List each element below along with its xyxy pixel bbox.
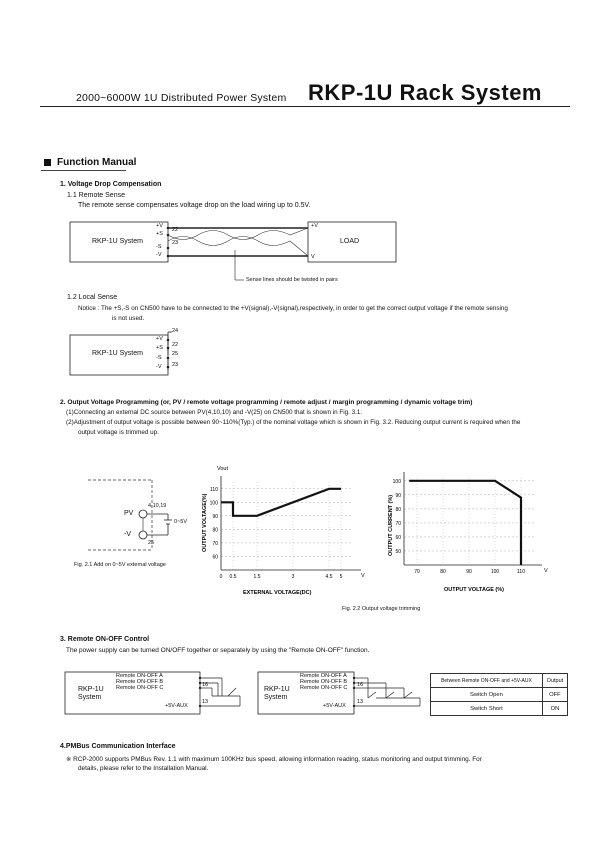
s2-line3: output voltage is trimmed up.: [78, 429, 159, 436]
c1-vout-label: Vout: [217, 466, 229, 472]
pin-v-minus: -V: [156, 252, 162, 258]
remote-sense-diagram: [70, 222, 396, 280]
c1-x-tick-label: 3: [291, 574, 295, 580]
onoff-a-label-b: Remote ON-OFF B: [116, 679, 164, 685]
onoff-a-sys-2: System: [78, 694, 102, 701]
chart-output-voltage: [195, 460, 370, 600]
c2-ylabel: OUTPUT CURRENT (%): [388, 494, 394, 556]
table-cell: Switch Short: [431, 702, 543, 716]
c1-ticks: [210, 487, 343, 580]
chart-output-current: [382, 460, 557, 600]
s2-line2: (2)Adjustment of output voltage is possible between 90~110%(Typ.) of the nominal voltage which is shown in Fig. 3.2. Reducing output current is required when the: [66, 419, 521, 426]
lpin-24: 24: [172, 328, 179, 334]
load-v-plus: +V: [311, 223, 318, 229]
c2-y-tick-label: 90: [395, 492, 401, 499]
c1-xlabel: EXTERNAL VOLTAGE(DC): [243, 590, 312, 596]
lpin-v-minus: -V: [156, 364, 162, 370]
table-row: [431, 674, 568, 688]
table-header-cell: Output: [542, 674, 567, 688]
fig21-mv-pin: 25: [148, 540, 155, 546]
table-cell: ON: [542, 702, 567, 716]
c1-x-tick-label: 1.5: [253, 574, 261, 580]
table-cell: Switch Open: [431, 688, 543, 702]
c2-x-tick-label: 70: [414, 569, 420, 575]
sense-note: Sense lines should be twisted in pairs: [246, 277, 338, 283]
c1-y-tick-label: 110: [210, 486, 218, 493]
fig21-pv-pins: 4,10,19: [148, 503, 167, 509]
onoff-a-aux: +5V-AUX: [165, 703, 188, 709]
c1-axes: [221, 476, 361, 570]
lpin-23: 23: [172, 362, 179, 368]
onoff-a-pin-16: 16: [202, 682, 209, 688]
c2-x-tick-label: 100: [490, 569, 500, 575]
c1-y-tick-label: 100: [209, 500, 218, 507]
c1-x-tick-label: 0: [219, 574, 223, 580]
table-cell: OFF: [542, 688, 567, 702]
onoff-a-label-c: Remote ON-OFF C: [116, 685, 164, 691]
lpin-v-plus: +V: [156, 336, 163, 342]
s2-title: 2. Output Voltage Programming (or, PV / remote voltage programming / remote adjust / margin programming / dynamic voltage trim): [60, 399, 473, 406]
pin-s-plus: +S: [156, 231, 163, 237]
table-header-cell: Between Remote ON-OFF and +5V-AUX: [431, 674, 543, 688]
fig21-caption: Fig. 2.1 Add on 0~5V external voltage: [74, 562, 166, 568]
onoff-b-sys-2: System: [264, 694, 288, 701]
table-row: [431, 702, 568, 716]
onoff-a-sys-1: RKP-1U: [78, 686, 104, 693]
c1-x-arrow: V: [361, 573, 365, 579]
lpin-s-minus: -S: [156, 355, 162, 361]
s4-line1: ※ RCP-2000 supports PMBus Rev. 1.1 with maximum 100KHz bus speed, allowing information reading, status monitoring and output trimming. For: [66, 756, 482, 763]
s1-remote-title: 1.1 Remote Sense: [67, 192, 125, 199]
onoff-b-pin-16: 16: [357, 682, 364, 688]
c2-y-tick-label: 70: [395, 520, 401, 527]
local-fig-system: RKP-1U System: [92, 350, 143, 357]
s4-line2: details, please refer to the Installation Manual.: [78, 765, 209, 772]
c2-x-tick-label: 110: [517, 569, 525, 575]
c1-y-tick-label: 70: [212, 540, 218, 547]
c1-x-tick-label: 0.5: [229, 574, 237, 580]
header-subtitle: 2000~6000W 1U Distributed Power System: [76, 92, 287, 104]
fig21-src: 0~5V: [174, 519, 187, 525]
remote-fig-system: RKP-1U System: [92, 238, 143, 245]
s1-local-title: 1.2 Local Sense: [67, 294, 118, 301]
pin-22: 22: [172, 227, 179, 233]
s1-local-notice: Notice : The +S,-S on CN500 have to be connected to the +V(signal),-V(signal),respectively, in order to get the correct output voltage if the remote sensing: [78, 305, 508, 312]
c2-ticks: [393, 479, 526, 575]
onoff-a-label-a: Remote ON-OFF A: [116, 673, 163, 679]
s2-line1: (1)Connecting an external DC source between PV(4,10,10) and -V(25) on CN500 that is shown in Fig. 3.1.: [66, 409, 363, 416]
lpin-22: 22: [172, 342, 179, 348]
c1-x-tick-label: 4.5: [325, 574, 333, 580]
lpin-25: 25: [172, 351, 179, 357]
c2-xlabel: OUTPUT VOLTAGE (%): [444, 587, 504, 593]
onoff-b-label-a: Remote ON-OFF A: [300, 673, 347, 679]
c1-y-tick-label: 60: [212, 554, 218, 561]
c2-y-tick-label: 60: [395, 534, 401, 541]
fig21-pv: PV: [124, 510, 134, 517]
pin-s-minus: -S: [156, 244, 162, 250]
fig21-mv: -V: [124, 531, 131, 538]
remote-fig-load: LOAD: [340, 238, 360, 245]
c1-y-tick-label: 80: [212, 527, 218, 534]
pin-23: 23: [172, 240, 179, 246]
onoff-b-sys-1: RKP-1U: [264, 686, 290, 693]
s1-remote-desc: The remote sense compensates voltage drop on the load wiring up to 0.5V.: [78, 202, 311, 209]
c2-grid: [404, 478, 534, 565]
c1-ylabel: OUTPUT VOLTAGE(%): [202, 493, 208, 552]
table-row: [431, 688, 568, 702]
s4-title: 4.PMBus Communication Interface: [60, 743, 176, 750]
onoff-b-pin-13: 13: [357, 699, 364, 705]
lpin-s-plus: +S: [156, 345, 163, 351]
c1-grid: [221, 482, 353, 570]
onoff-a-pin-13: 13: [202, 699, 209, 705]
s1-title: 1. Voltage Drop Compensation: [60, 181, 162, 188]
onoff-table: [430, 673, 568, 716]
load-v-minus: V: [311, 254, 315, 260]
section-title-text: Function Manual: [57, 157, 137, 168]
onoff-b-aux: +5V-AUX: [323, 703, 346, 709]
header-title: RKP-1U Rack System: [308, 80, 542, 105]
c2-x-tick-label: 90: [466, 569, 472, 575]
c2-x-tick-label: 80: [440, 569, 446, 575]
s3-title: 3. Remote ON-OFF Control: [60, 636, 150, 643]
c2-y-tick-label: 100: [392, 478, 401, 485]
c2-y-tick-label: 80: [395, 506, 401, 513]
s3-desc: The power supply can be turned ON/OFF together or separately by using the "Remote ON-OFF" function.: [66, 647, 370, 654]
s1-local-notice-2: is not used.: [112, 315, 145, 322]
pin-v-plus: +V: [156, 223, 163, 229]
onoff-b-label-c: Remote ON-OFF C: [300, 685, 348, 691]
c1-y-tick-label: 90: [212, 513, 218, 520]
onoff-b-label-b: Remote ON-OFF B: [300, 679, 348, 685]
c2-x-arrow: V: [544, 568, 548, 574]
c2-y-tick-label: 50: [395, 548, 401, 555]
c1-x-tick-label: 5: [339, 574, 343, 580]
fig22-caption: Fig. 2.2 Output voltage trimming: [342, 606, 421, 612]
